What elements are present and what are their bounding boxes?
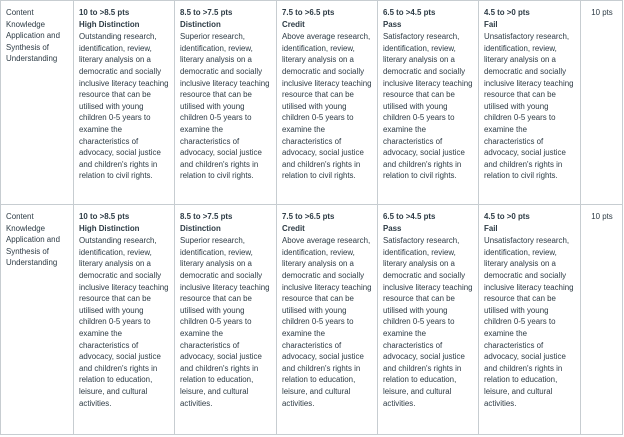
criterion-points: 10 pts — [581, 1, 623, 205]
criterion-points: 10 pts — [581, 205, 623, 435]
rating-title: Pass — [383, 223, 402, 233]
rating-title: Fail — [484, 223, 498, 233]
rating-title: High Distinction — [79, 19, 140, 29]
rating-cell-pass[interactable] — [378, 1, 479, 205]
rating-points-range: 7.5 to >6.5 pts — [282, 212, 335, 221]
rating-description: Outstanding research, identification, review, literary analysis on a democratic and socially inclusive literacy teaching resource that can be utilised with young children 0-5 years to examine the characteristics of advocacy, social justice and children's rights in relation to civil rights. — [79, 32, 169, 181]
rating-cell-fail[interactable] — [479, 1, 581, 205]
rating-points-range: 4.5 to >0 pts — [484, 212, 530, 221]
rubric-row — [1, 1, 623, 205]
rating-title: Fail — [484, 19, 498, 29]
rating-points-range: 4.5 to >0 pts — [484, 8, 530, 17]
rating-cell-credit[interactable] — [277, 205, 378, 435]
rating-cell-high-distinction[interactable] — [74, 205, 175, 435]
rating-title: Credit — [282, 19, 305, 29]
rating-cell-distinction[interactable] — [175, 205, 277, 435]
rating-title: Credit — [282, 223, 305, 233]
rating-description: Unsatisfactory research, identification, review, literary analysis on a democratic and socially inclusive literacy teaching resource that can be utilised with young children 0-5 years to examine the characteristics of advocacy, social justice and children's rights in relation to civil rights. — [484, 32, 574, 181]
rating-description: Superior research, identification, review, literary analysis on a democratic and socially inclusive literacy teaching resource that can be utilised with young children 0-5 years to examine the characteristics of advocacy, social justice and children's rights in relation to education, leisure, and cultural activities. — [180, 236, 270, 408]
rating-cell-credit[interactable] — [277, 1, 378, 205]
rating-description: Unsatisfactory research, identification, review, literary analysis on a democratic and socially inclusive literacy teaching resource that can be utilised with young children 0-5 years to examine the characteristics of advocacy, social justice and children's rights in relation to education, leisure, and cultural activities. — [484, 236, 574, 408]
rating-title: Pass — [383, 19, 402, 29]
rating-cell-fail[interactable] — [479, 205, 581, 435]
rating-points-range: 10 to >8.5 pts — [79, 8, 130, 17]
rating-points-range: 8.5 to >7.5 pts — [180, 8, 233, 17]
rating-points-range: 8.5 to >7.5 pts — [180, 212, 233, 221]
rating-points-range: 10 to >8.5 pts — [79, 212, 130, 221]
rating-description: Satisfactory research, identification, review, literary analysis on a democratic and socially inclusive literacy teaching resource that can be utilised with young children 0-5 years to examine the characteristics of advocacy, social justice and children's rights in relation to education, leisure, and cultural activities. — [383, 236, 473, 408]
rubric-row — [1, 205, 623, 435]
rating-points-range: 6.5 to >4.5 pts — [383, 8, 436, 17]
rating-cell-pass[interactable] — [378, 205, 479, 435]
rating-title: High Distinction — [79, 223, 140, 233]
criterion-description: Content Knowledge Application and Synthesis of Understanding — [1, 205, 74, 435]
rating-cell-high-distinction[interactable] — [74, 1, 175, 205]
rating-description: Satisfactory research, identification, review, literary analysis on a democratic and socially inclusive literacy teaching resource that can be utilised with young children 0-5 years to examine the characteristics of advocacy, social justice and children's rights in relation to civil rights. — [383, 32, 473, 181]
rating-cell-distinction[interactable] — [175, 1, 277, 205]
rating-description: Above average research, identification, review, literary analysis on a democratic and socially inclusive literacy teaching resource that can be utilised with young children 0-5 years to examine the characteristics of advocacy, social justice and children's rights in relation to civil rights. — [282, 32, 372, 181]
rating-description: Superior research, identification, review, literary analysis on a democratic and socially inclusive literacy teaching resource that can be utilised with young children 0-5 years to examine the characteristics of advocacy, social justice and children's rights in relation to civil rights. — [180, 32, 270, 181]
rating-title: Distinction — [180, 223, 221, 233]
rating-description: Above average research, identification, review, literary analysis on a democratic and socially inclusive literacy teaching resource that can be utilised with young children 0-5 years to examine the characteristics of advocacy, social justice and children's rights in relation to education, leisure, and cultural activities. — [282, 236, 372, 408]
criterion-description: Content Knowledge Application and Synthesis of Understanding — [1, 1, 74, 205]
rating-points-range: 7.5 to >6.5 pts — [282, 8, 335, 17]
rating-title: Distinction — [180, 19, 221, 29]
rating-description: Outstanding research, identification, review, literary analysis on a democratic and socially inclusive literacy teaching resource that can be utilised with young children 0-5 years to examine the characteristics of advocacy, social justice and children's rights in relation to education, leisure, and cultural activities. — [79, 236, 169, 408]
rating-points-range: 6.5 to >4.5 pts — [383, 212, 436, 221]
